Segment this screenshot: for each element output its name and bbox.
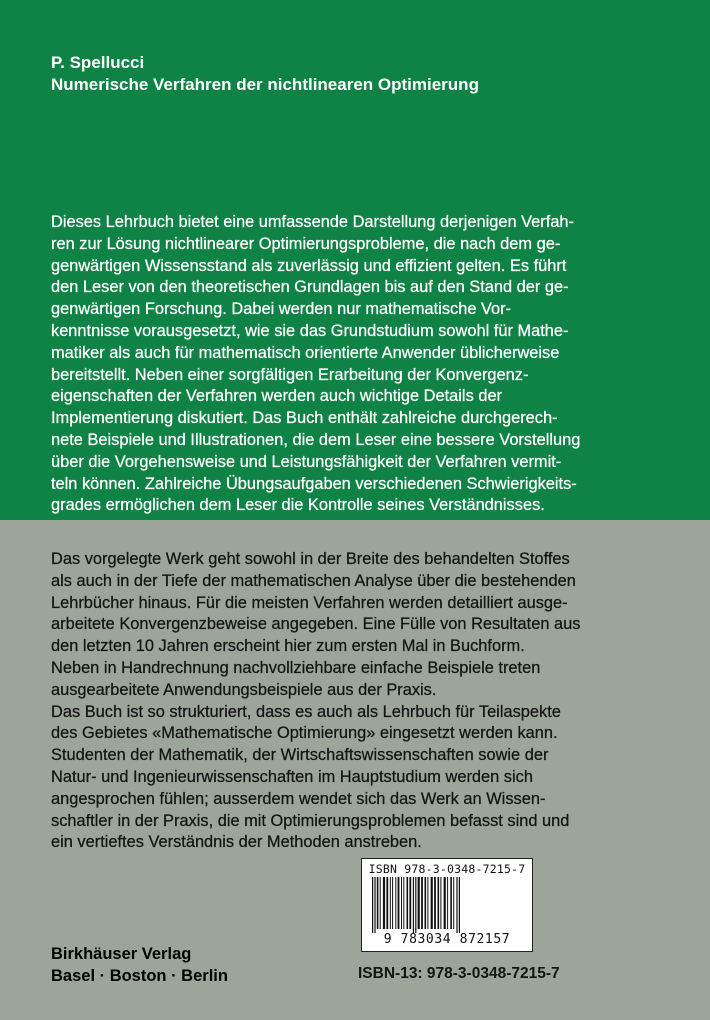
blurb-line: genwärtigen Forschung. Dabei werden nur mathematische Vor- — [51, 300, 512, 319]
barcode-bar — [403, 877, 404, 929]
description-line: Lehrbücher hinaus. Für die meisten Verfahren werden detailliert ausge- — [51, 593, 568, 612]
barcode-bar — [453, 877, 454, 929]
book-title: Numerische Verfahren der nichtlinearen Optimierung — [51, 75, 479, 94]
description-line: Studenten der Mathematik, der Wirtschaftswissenschaften sowie der — [51, 746, 549, 765]
barcode-bar — [434, 877, 436, 929]
blurb-line: den Leser von den theoretischen Grundlagen bis auf den Stand der ge- — [51, 278, 569, 297]
blurb-line: nete Beispiele und Illustrationen, die dem Leser eine bessere Vorstellung — [51, 430, 581, 449]
description-line: den letzten 10 Jahren erscheint hier zum ersten Mal in Buchform. — [51, 637, 525, 656]
barcode-bar — [372, 877, 373, 933]
description-line: arbeitete Konvergenzbeweise angegeben. Eine Fülle von Resultaten aus — [51, 615, 581, 634]
barcode-bar — [459, 877, 460, 933]
description-line: ein vertieftes Verständnis der Methoden anstreben. — [51, 833, 422, 852]
barcode-bar — [447, 877, 448, 929]
blurb-line: genwärtigen Wissensstand als zuverlässig und effizient gelten. Es führt — [51, 256, 567, 275]
description-line: ausgearbeitete Anwendungsbeispiele aus der Praxis. — [51, 680, 437, 699]
barcode-bar — [386, 877, 388, 929]
barcode-bar — [450, 877, 452, 929]
barcode-bars — [368, 877, 526, 933]
blurb-text — [51, 212, 671, 517]
barcode-bar — [440, 877, 441, 929]
barcode-bar — [380, 877, 381, 929]
description-line: Das Buch ist so strukturiert, dass es auch als Lehrbuch für Teilaspekte — [51, 702, 561, 721]
barcode-bar — [383, 877, 385, 929]
barcode — [361, 858, 533, 952]
description-line: als auch in der Tiefe der mathematischen Analyse über die bestehenden — [51, 571, 576, 590]
barcode-bar — [431, 877, 433, 929]
barcode-bar — [390, 877, 391, 929]
barcode-bar — [392, 877, 393, 929]
barcode-bar — [398, 877, 400, 929]
barcode-bar — [421, 877, 423, 929]
description-line: Das vorgelegte Werk geht sowohl in der Breite des behandelten Stoffes — [51, 550, 570, 568]
barcode-bar — [427, 877, 428, 929]
barcode-bar — [407, 877, 409, 929]
blurb-line: Dieses Lehrbuch bietet eine umfassende Darstellung derjenigen Verfah- — [51, 213, 575, 231]
publisher-cities: Basel · Boston · Berlin — [51, 967, 228, 985]
barcode-bar — [415, 877, 416, 933]
barcode-bar — [374, 877, 375, 933]
blurb-line: bereitstellt. Neben einer sorgfältigen Erarbeitung der Konvergenz- — [51, 365, 529, 384]
blurb-line: matiker als auch für mathematisch orientierte Anwender üblicherweise — [51, 343, 560, 362]
description-line: Neben in Handrechnung nachvollziehbare einfache Beispiele treten — [51, 658, 541, 677]
blurb-line: über die Vorgehensweise und Leistungsfähigkeit der Verfahren vermit- — [51, 452, 562, 471]
barcode-bar — [377, 877, 379, 929]
barcode-bar — [413, 877, 414, 933]
barcode-bar — [444, 877, 446, 929]
blurb-line: teln können. Zahlreiche Übungsaufgaben verschiedenen Schwierigkeits- — [51, 474, 577, 493]
blurb-line: ren zur Lösung nichtlinearer Optimierungsprobleme, die nach dem ge- — [51, 234, 561, 253]
blurb-line: Implementierung diskutiert. Das Buch enthält zahlreiche durchgerech- — [51, 409, 558, 428]
barcode-bar — [438, 877, 440, 929]
barcode-bar — [409, 877, 411, 929]
barcode-isbn-label: ISBN 978-3-0348-7215-7 — [368, 862, 526, 876]
publisher-name: Birkhäuser Verlag — [51, 945, 192, 963]
barcode-bar — [418, 877, 420, 929]
barcode-ean-digits: 9 783034 872157 — [383, 932, 511, 947]
isbn13-label: ISBN-13: 978-3-0348-7215-7 — [358, 965, 560, 982]
description-line: schaftler in der Praxis, die mit Optimierungsproblemen befasst sind und — [51, 811, 570, 830]
description-line: angesprochen fühlen; ausserdem wendet sich das Werk an Wissen- — [51, 789, 546, 808]
description-line: Natur- und Ingenieurwissenschaften im Hauptstudium werden sich — [51, 767, 533, 786]
barcode-bar — [425, 877, 427, 929]
blurb-line: eigenschaften der Verfahren werden auch wichtige Details der — [51, 387, 503, 406]
barcode-bar — [456, 877, 457, 933]
description-line: des Gebietes «Mathematische Optimierung» eingesetzt werden kann. — [51, 724, 558, 743]
description-text — [51, 549, 681, 854]
publisher-block — [51, 943, 228, 987]
blurb-line: grades ermöglichen dem Leser die Kontrolle seines Verständnisses. — [51, 496, 545, 515]
barcode-bar — [395, 877, 396, 929]
blurb-line: kenntnisse vorausgesetzt, wie sie das Grundstudium sowohl für Mathe- — [51, 321, 569, 340]
author-name: P. Spellucci — [51, 53, 145, 72]
barcode-bar — [401, 877, 402, 929]
